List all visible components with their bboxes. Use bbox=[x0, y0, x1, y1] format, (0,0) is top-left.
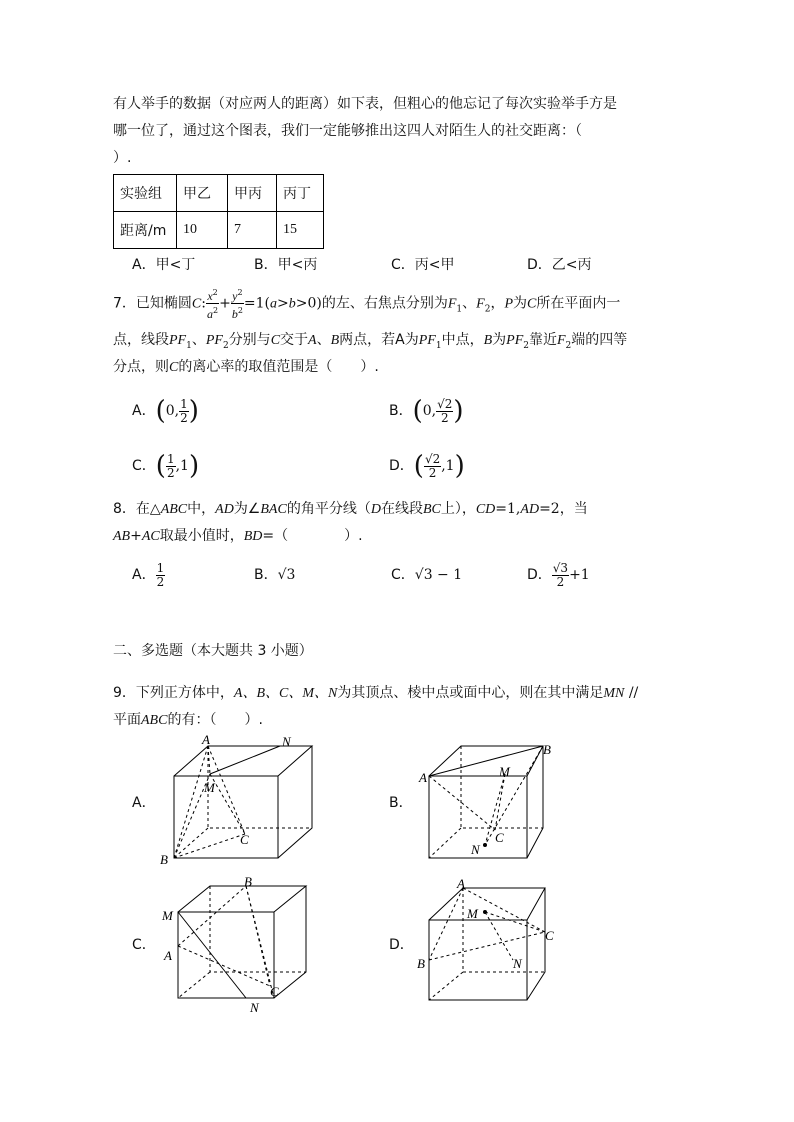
q6-option-c: C．丙<甲 bbox=[391, 257, 455, 273]
table-cell: 甲丙 bbox=[228, 175, 277, 212]
q7-option-d: D．( $\frac{√2}{2}$ ,1) bbox=[389, 451, 465, 481]
q8-option-c: C．√3 − 1 bbox=[391, 567, 463, 583]
q8-line1: 8．在△ABC中，AD为∠BAC的角平分线（D在线段BC上），CD=1,AD=2，当 bbox=[113, 501, 588, 517]
label-b: B bbox=[543, 742, 551, 757]
table-cell: 实验组 bbox=[114, 175, 177, 212]
q7-line1: 7．已知椭圆C: $\frac{x^2}{a^2}$ + $\frac{y^2}{b^2}$ =1(a>b>0)的左、右焦点分别为$F_1$、$F_2$，P为C所在平面内一 bbox=[113, 288, 621, 321]
table-cell: 丙丁 bbox=[277, 175, 324, 212]
section-heading: 二、多选题（本大题共 3 小题） bbox=[113, 643, 313, 659]
cube-figure-c bbox=[160, 874, 300, 1014]
label-m: M bbox=[162, 908, 173, 923]
q9-option-a: A． bbox=[132, 795, 156, 811]
label-n: N bbox=[250, 1000, 259, 1015]
experiment-table bbox=[113, 174, 324, 249]
label-m: M bbox=[204, 780, 215, 795]
q6-line1: 有人举手的数据（对应两人的距离）如下表，但粗心的他忘记了每次实验举手方是 bbox=[113, 96, 617, 112]
q9-option-d: D． bbox=[389, 937, 414, 953]
cube-figure-b bbox=[415, 740, 555, 865]
label-n: N bbox=[282, 734, 291, 749]
q6-option-b: B．甲<丙 bbox=[254, 257, 318, 273]
label-n: N bbox=[471, 842, 480, 857]
q6-line2: 哪一位了，通过这个图表，我们一定能够推出这四人对陌生人的社交距离：（ bbox=[113, 123, 582, 139]
label-c: C bbox=[545, 928, 554, 943]
q9-option-b: B． bbox=[389, 795, 413, 811]
table-cell: 距离/m bbox=[114, 212, 177, 249]
q7-line2: 点，线段$PF_1$、$PF_2$分别与C交于A、B两点，若A为$PF_1$中点，B为$PF_2$靠近$F_2$端的四等 bbox=[113, 332, 628, 351]
table-cell: 甲乙 bbox=[177, 175, 228, 212]
table-cell: 7 bbox=[228, 212, 277, 249]
label-c: C bbox=[495, 830, 504, 845]
label-m: M bbox=[467, 906, 478, 921]
label-a: A bbox=[419, 770, 427, 785]
q9-line2: 平面ABC的有：（ ）. bbox=[113, 712, 263, 728]
table-row bbox=[114, 212, 324, 249]
q8-line2: AB+AC取最小值时，BD=（ ）. bbox=[113, 528, 363, 544]
label-c: C bbox=[270, 984, 279, 999]
q9-line1: 9．下列正方体中，A、B、C、M、N为其顶点、棱中点或面中心，则在其中满足MN // bbox=[113, 685, 639, 701]
q7-option-c: C．( $\frac{1}{2}$ ,1) bbox=[132, 451, 200, 481]
q6-option-a: A．甲<丁 bbox=[132, 257, 196, 273]
cube-figure-a bbox=[160, 732, 300, 867]
q9-option-c: C． bbox=[132, 937, 156, 953]
cube-figure-d bbox=[415, 876, 555, 1005]
label-a: A bbox=[164, 948, 172, 963]
q6-option-d: D．乙<丙 bbox=[527, 257, 592, 273]
label-a: A bbox=[202, 732, 210, 747]
label-c: C bbox=[240, 832, 249, 847]
q8-option-d: D． $\frac{√3}{2}$ +1 bbox=[527, 560, 590, 589]
table-cell: 15 bbox=[277, 212, 324, 249]
label-b: B bbox=[417, 956, 425, 971]
table-row bbox=[114, 175, 324, 212]
q7-option-a: A．(0, $\frac{1}{2}$ ) bbox=[132, 396, 199, 426]
q6-line3: ）. bbox=[113, 150, 132, 166]
label-a: A bbox=[457, 876, 465, 891]
q8-option-b: B．√3 bbox=[254, 567, 296, 583]
q8-option-a: A． $\frac{1}{2}$ bbox=[132, 560, 165, 589]
label-m: M bbox=[499, 764, 510, 779]
q7-line3: 分点，则C的离心率的取值范围是（ ）. bbox=[113, 359, 379, 375]
label-b: B bbox=[160, 852, 168, 867]
table-cell: 10 bbox=[177, 212, 228, 249]
q7-option-b: B．(0, $\frac{√2}{2}$ ) bbox=[389, 396, 464, 426]
label-n: N bbox=[513, 956, 522, 971]
label-b: B bbox=[244, 874, 252, 889]
